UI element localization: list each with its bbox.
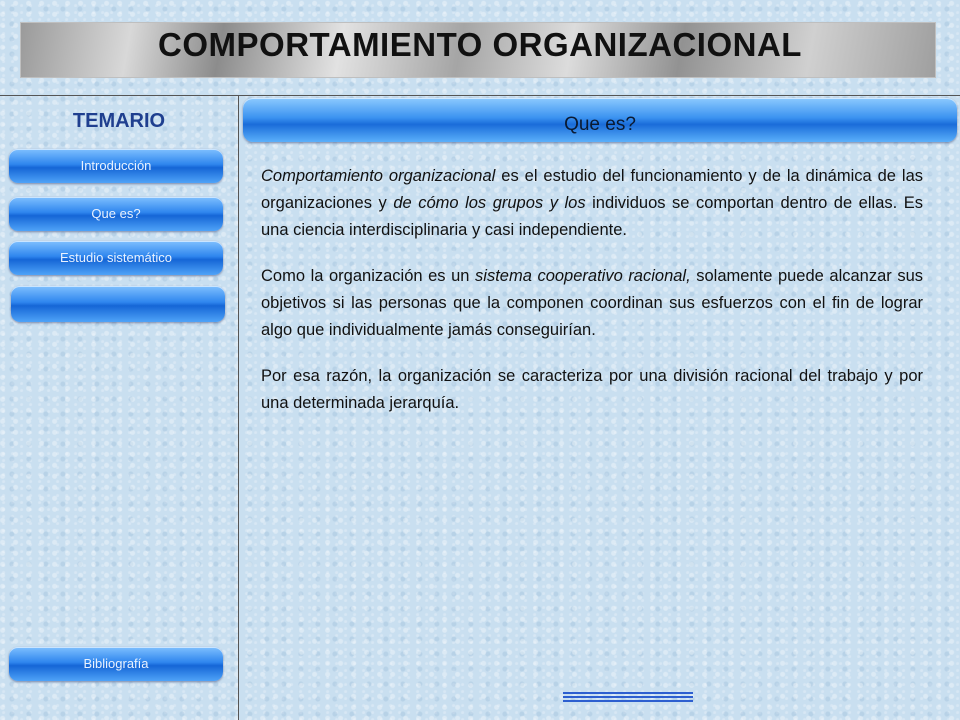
sidebar-item-estudio-sistematico[interactable] xyxy=(9,241,223,275)
sidebar-item-empty[interactable] xyxy=(11,286,225,322)
header-divider xyxy=(0,95,960,96)
sidebar-item-bibliografia[interactable] xyxy=(9,647,223,681)
sidebar-item-introduccion[interactable] xyxy=(9,149,223,183)
sidebar-heading: TEMARIO xyxy=(72,110,166,132)
paragraph-text: Como la organización es un xyxy=(261,267,476,285)
sidebar-item-label: Que es? xyxy=(91,206,141,221)
paragraph-division: Por esa razón, la organización se caracteriza por una división racional del trabajo y por una determinada jerarquía. xyxy=(261,367,923,412)
emphasis-text: sistema cooperativo racional, xyxy=(475,267,691,285)
emphasis-text: de cómo los grupos y los xyxy=(393,194,586,212)
sidebar-item-label: Bibliografía xyxy=(83,656,149,671)
page-title: COMPORTAMIENTO ORGANIZACIONAL xyxy=(158,26,802,63)
paragraph-text: es el estudio del funcionamiento y de la dinámica de las organizaciones y xyxy=(261,167,924,212)
sidebar-item-que-es[interactable] xyxy=(9,197,223,231)
paragraph-text: individuos se comportan dentro de ellas. Es una ciencia interdisciplinaria y casi independiente. xyxy=(261,194,923,239)
paragraph-text: solamente puede alcanzar sus objetivos si las personas que la componen coordinan sus esfuerzos con el fin de lograr algo que individualmente jamás conseguirían. xyxy=(261,267,924,339)
emphasis-text: Comportamiento organizacional xyxy=(261,167,496,185)
paragraph-definition xyxy=(261,163,923,244)
sidebar-item-label: Introducción xyxy=(80,158,152,173)
sidebar-divider xyxy=(238,95,239,720)
section-title: Que es? xyxy=(564,114,636,135)
bottom-decoration xyxy=(563,692,693,704)
paragraph-system xyxy=(261,263,923,344)
content-body xyxy=(261,163,923,436)
sidebar-item-label: Estudio sistemático xyxy=(60,250,172,265)
